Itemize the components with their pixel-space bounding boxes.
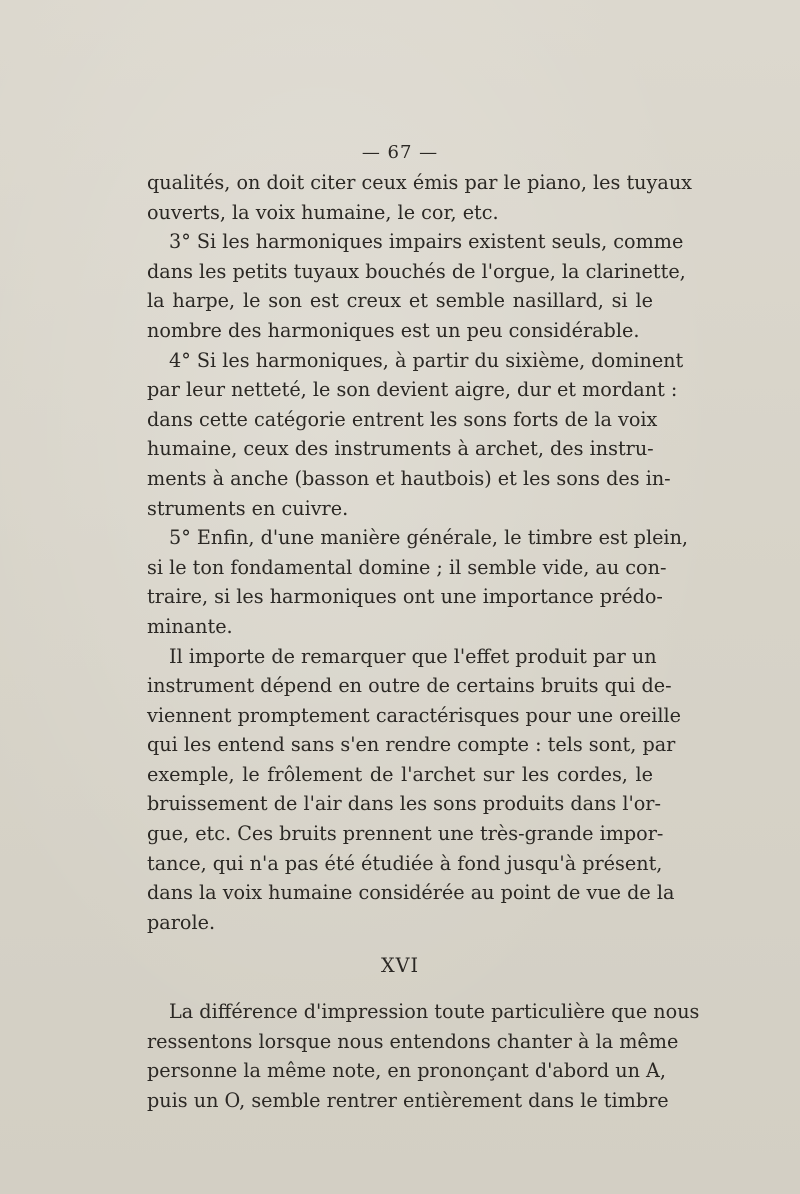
text-line: tance, qui n'a pas été étudiée à fond jusqu'à présent, [147, 851, 663, 875]
text-line: ouverts, la voix humaine, le cor, etc. [147, 200, 499, 224]
paragraph [147, 346, 684, 524]
text-line: ressentons lorsque nous entendons chanter à la même [147, 1029, 679, 1053]
text-line: puis un O, semble rentrer entièrement dans le timbre [147, 1088, 669, 1112]
text-line: dans les petits tuyaux bouchés de l'orgue, la clarinette, [147, 259, 686, 283]
page-number: — 67 — [361, 142, 439, 163]
section-heading: XVI [380, 954, 420, 978]
text-line: gue, etc. Ces bruits prennent une très-grande impor- [147, 822, 664, 846]
text-line: 5° Enfin, d'une manière générale, le timbre est plein, [169, 526, 689, 550]
text-line: 4° Si les harmoniques, à partir du sixième, dominent [169, 348, 684, 372]
text-line: viennent promptement caractérisques pour une oreille [147, 703, 682, 727]
text-line: parole. [147, 910, 216, 934]
text-line: ments à anche (basson et hautbois) et les sons des in- [147, 466, 671, 490]
text-line: si le ton fondamental domine ; il semble vide, au con- [147, 555, 667, 579]
text-line: dans cette catégorie entrent les sons forts de la voix [147, 407, 658, 431]
paragraph [147, 227, 686, 345]
text-line: 3° Si les harmoniques impairs existent seuls, comme [169, 230, 684, 254]
text-line: minante. [147, 614, 233, 638]
paragraph [147, 168, 692, 227]
text-line: bruissement de l'air dans les sons produits dans l'or- [147, 792, 661, 816]
text-line: instrument dépend en outre de certains bruits qui de- [147, 674, 672, 698]
text-line: humaine, ceux des instruments à archet, des instru- [147, 437, 654, 461]
text-line: la harpe, le son est creux et semble nasillard, si le [147, 289, 653, 313]
text-line: par leur netteté, le son devient aigre, dur et mordant : [147, 378, 678, 402]
paragraph [147, 642, 682, 938]
paragraph [147, 523, 689, 641]
text-line: struments en cuivre. [147, 496, 349, 520]
text-line: La différence d'impression toute particulière que nous [169, 1000, 700, 1024]
text-line: exemple, le frôlement de l'archet sur les cordes, le [147, 762, 653, 786]
text-line: dans la voix humaine considérée au point de vue de la [147, 881, 675, 905]
text-line: traire, si les harmoniques ont une importance prédo- [147, 585, 663, 609]
text-line: qualités, on doit citer ceux émis par le piano, les tuyaux [147, 171, 692, 194]
text-line: nombre des harmoniques est un peu considérable. [147, 318, 640, 342]
text-line: personne la même note, en prononçant d'abord un A, [147, 1059, 667, 1083]
text-line: Il importe de remarquer que l'effet produit par un [169, 644, 657, 668]
body-text [147, 168, 700, 1115]
paragraph [147, 997, 700, 1115]
text-line: qui les entend sans s'en rendre compte : tels sont, par [147, 733, 676, 757]
